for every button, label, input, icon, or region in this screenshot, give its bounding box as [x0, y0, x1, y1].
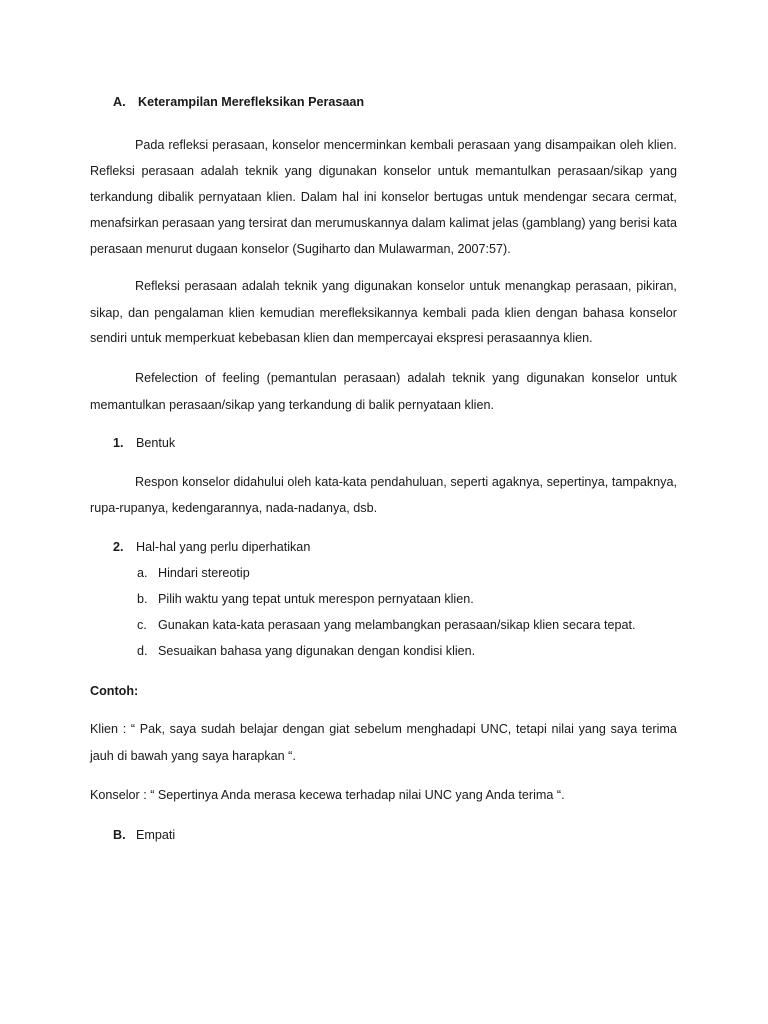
paragraph-1-line-3: terkandung dibalik pernyataan klien. Dalam hal ini konselor bertugas untuk mendengar secara cermat, — [90, 190, 677, 204]
paragraph-3-line-2: memantulkan perasaan/sikap yang terkandung di balik pernyataan klien. — [90, 398, 494, 412]
paragraph-2-line-3: sendiri untuk memperkuat kebebasan klien dan mempercayai ekspresi perasaannya klien. — [90, 331, 593, 345]
paragraph-1-line-4: menafsirkan perasaan yang tersirat dan merumuskannya dalam kalimat jelas (gamblang) yang berisi kata — [90, 216, 677, 230]
paragraph-4-line-2: rupa-rupanya, kedengarannya, nada-nadanya, dsb. — [90, 501, 378, 515]
paragraph-2-line-1: Refleksi perasaan adalah teknik yang digunakan konselor untuk menangkap perasaan, pikiran, — [135, 279, 677, 293]
section-b-label: B. — [113, 828, 126, 842]
subitem-c-text: Gunakan kata-kata perasaan yang melambangkan perasaan/sikap klien secara tepat. — [158, 618, 636, 632]
subitem-b-text: Pilih waktu yang tepat untuk merespon pernyataan klien. — [158, 592, 474, 606]
contoh-heading: Contoh: — [90, 684, 139, 698]
section-a-title: Keterampilan Merefleksikan Perasaan — [138, 95, 365, 109]
paragraph-2-line-2: sikap, dan pengalaman klien kemudian merefleksikannya kembali pada klien dengan bahasa konselor — [90, 306, 677, 320]
paragraph-1-line-5: perasaan menurut dugaan konselor (Sugiharto dan Mulawarman, 2007:57). — [90, 242, 511, 256]
item-1-title: Bentuk — [136, 436, 176, 450]
paragraph-3-line-1: Refelection of feeling (pemantulan perasaan) adalah teknik yang digunakan konselor untuk — [135, 371, 677, 385]
section-a-label: A. — [113, 95, 126, 109]
subitem-c-label: c. — [137, 618, 147, 632]
klien-line-2: jauh di bawah yang saya harapkan “. — [90, 749, 296, 763]
klien-line-1: Klien : “ Pak, saya sudah belajar dengan giat sebelum menghadapi UNC, tetapi nilai yang saya terima — [90, 722, 677, 736]
item-2-label: 2. — [113, 540, 124, 554]
paragraph-4-line-1: Respon konselor didahului oleh kata-kata pendahuluan, seperti agaknya, sepertinya, tampaknya, — [135, 475, 677, 489]
paragraph-1-line-1: Pada refleksi perasaan, konselor mencerminkan kembali perasaan yang disampaikan oleh klien. — [135, 138, 677, 152]
subitem-b-label: b. — [137, 592, 148, 606]
konselor-line: Konselor : “ Sepertinya Anda merasa kecewa terhadap nilai UNC yang Anda terima “. — [90, 788, 565, 802]
section-b-title: Empati — [136, 828, 176, 842]
item-1-label: 1. — [113, 436, 124, 450]
subitem-d-text: Sesuaikan bahasa yang digunakan dengan kondisi klien. — [158, 644, 476, 658]
subitem-d-label: d. — [137, 644, 148, 658]
subitem-a-label: a. — [137, 566, 148, 580]
item-2-title: Hal-hal yang perlu diperhatikan — [136, 540, 311, 554]
paragraph-1-line-2: Refleksi perasaan adalah teknik yang digunakan konselor untuk memantulkan perasaan/sikap yang — [90, 164, 677, 178]
subitem-a-text: Hindari stereotip — [158, 566, 250, 580]
